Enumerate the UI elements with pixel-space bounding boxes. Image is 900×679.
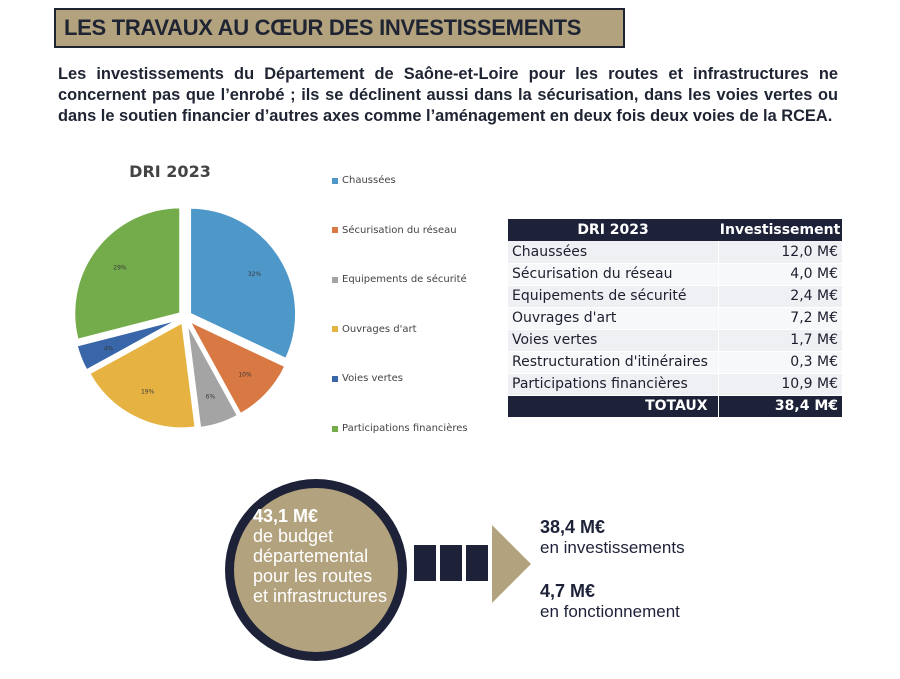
arrow-dash-2 — [440, 545, 462, 581]
pie-label-5: 4% — [103, 345, 114, 353]
pie-chart — [60, 195, 310, 445]
budget-line-1: de budget — [253, 526, 334, 546]
table-header-category: DRI 2023 — [508, 219, 718, 241]
row-label: Chaussées — [508, 241, 718, 263]
budget-amount: 43,1 M€ — [253, 506, 319, 526]
page-title: LES TRAVAUX AU CŒUR DES INVESTISSEMENTS — [64, 15, 582, 40]
legend-swatch — [332, 376, 338, 382]
legend-label: Participations financières — [342, 423, 468, 434]
page-title-band — [54, 8, 625, 48]
row-label: Sécurisation du réseau — [508, 263, 718, 285]
row-label: Participations financières — [508, 373, 718, 395]
pie-label-3: 6% — [205, 393, 216, 401]
total-label: TOTAUX — [508, 395, 718, 417]
row-value: 12,0 M€ — [718, 241, 842, 263]
legend-item — [332, 175, 396, 186]
arrow-dash-1 — [414, 545, 436, 581]
output-operations — [540, 580, 680, 622]
legend-label: Ouvrages d'art — [342, 323, 417, 335]
legend-item — [332, 274, 467, 285]
table-row — [508, 241, 842, 263]
row-label: Ouvrages d'art — [508, 307, 718, 329]
legend-label: Equipements de sécurité — [342, 274, 467, 286]
legend-label: Voies vertes — [342, 373, 403, 385]
dri-table — [508, 219, 842, 418]
budget-line-3: pour les routes — [253, 566, 373, 586]
chart-title: DRI 2023 — [129, 162, 211, 181]
table-row — [508, 351, 842, 373]
table-total-row — [508, 395, 842, 417]
investments-amount: 38,4 M€ — [540, 517, 606, 537]
total-value: 38,4 M€ — [718, 395, 842, 417]
budget-text — [253, 506, 403, 606]
table-header-investment: Investissement — [718, 219, 842, 241]
row-value: 1,7 M€ — [718, 329, 842, 351]
pie-label-6: 29% — [113, 264, 127, 272]
investments-label: en investissements — [540, 538, 685, 557]
pie-label-1: 32% — [247, 270, 262, 278]
operations-amount: 4,7 M€ — [540, 581, 596, 601]
budget-line-4: et infrastructures — [253, 586, 388, 606]
pie-label-4: 19% — [140, 388, 155, 396]
arrow-dash-3 — [466, 545, 488, 581]
row-value: 2,4 M€ — [718, 285, 842, 307]
row-value: 0,3 M€ — [718, 351, 842, 373]
legend-item — [332, 324, 417, 335]
pie-slice-6 — [74, 207, 180, 339]
legend-swatch — [332, 178, 338, 184]
row-value: 4,0 M€ — [718, 263, 842, 285]
budget-line-2: départemental — [253, 546, 369, 566]
table-row — [508, 307, 842, 329]
table-row — [508, 285, 842, 307]
legend-swatch — [332, 426, 338, 432]
row-label: Restructuration d'itinéraires — [508, 351, 718, 373]
legend-item — [332, 423, 468, 434]
legend-swatch — [332, 227, 338, 233]
row-label: Voies vertes — [508, 329, 718, 351]
operations-label: en fonctionnement — [540, 602, 680, 621]
legend-label: Sécurisation du réseau — [342, 224, 457, 236]
output-investments — [540, 516, 685, 558]
legend-label: Chaussées — [342, 175, 396, 186]
row-label: Equipements de sécurité — [508, 285, 718, 307]
pie-label-2: 10% — [238, 371, 252, 379]
arrow-head — [492, 525, 531, 603]
table-row — [508, 263, 842, 285]
intro-paragraph: Les investissements du Département de Saône-et-Loire pour les routes et infrastructures ne concernent pas que l’enrobé ; ils se déclinent aussi dans la sécurisation, dans les voies vertes ou dans le soutien financier d’autres axes comme l’aménagement en deux fois deux voies de la RCEA. — [58, 65, 838, 125]
row-value: 10,9 M€ — [718, 373, 842, 395]
legend-item — [332, 225, 457, 236]
row-value: 7,2 M€ — [718, 307, 842, 329]
legend-item — [332, 373, 403, 384]
table-row — [508, 373, 842, 395]
legend-swatch — [332, 277, 338, 283]
table-row — [508, 329, 842, 351]
legend-swatch — [332, 326, 338, 332]
